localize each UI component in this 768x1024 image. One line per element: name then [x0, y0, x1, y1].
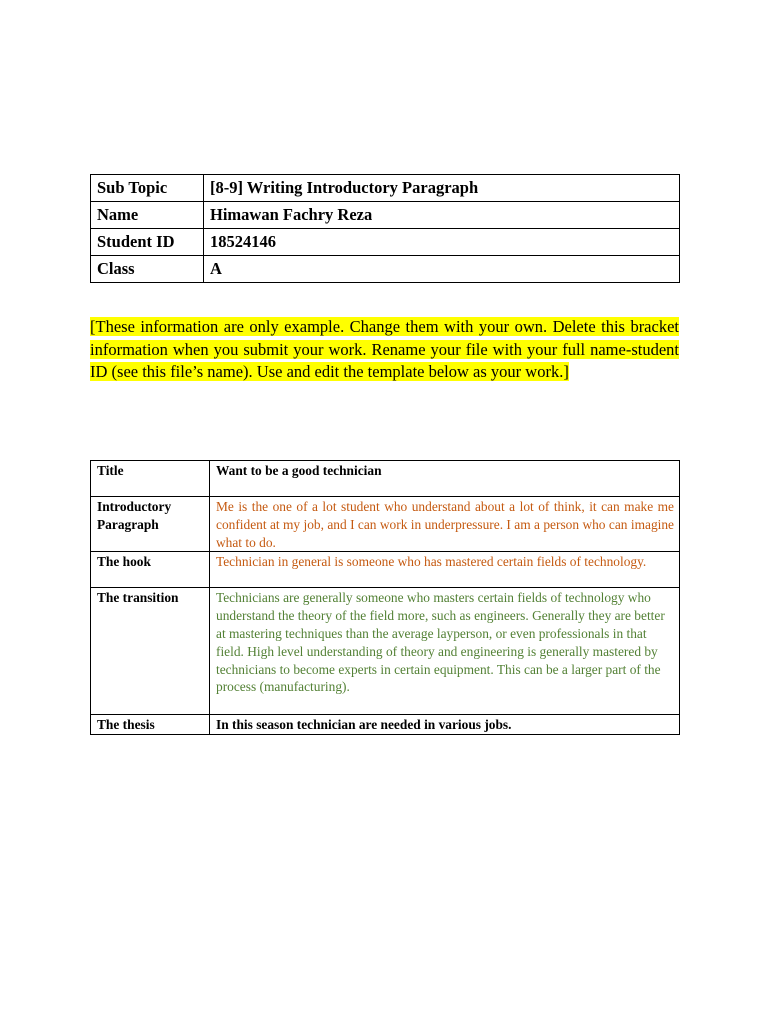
title-label: Title: [91, 461, 210, 497]
thesis-row: [91, 715, 680, 735]
student-id-row: [91, 229, 680, 256]
sub-topic-label: Sub Topic: [91, 175, 204, 202]
sub-topic-value: [8-9] Writing Introductory Paragraph: [204, 175, 680, 202]
name-value: Himawan Fachry Reza: [204, 202, 680, 229]
student-id-label: Student ID: [91, 229, 204, 256]
introductory-label: Introductory Paragraph: [91, 497, 210, 552]
introductory-value: Me is the one of a lot student who understand about a lot of think, it can make me confident at my job, and I can work in underpressure. I am a person who can imagine what to do.: [210, 497, 680, 552]
hook-value: Technician in general is someone who has mastered certain fields of technology.: [210, 552, 680, 588]
class-row: [91, 256, 680, 283]
hook-label: The hook: [91, 552, 210, 588]
name-row: [91, 202, 680, 229]
name-label: Name: [91, 202, 204, 229]
thesis-value: In this season technician are needed in various jobs.: [210, 715, 680, 735]
title-value: Want to be a good technician: [210, 461, 680, 497]
student-info-table: [90, 174, 680, 283]
instruction-note-text: [These information are only example. Change them with your own. Delete this bracket information when you submit your work. Rename your file with your full name-student ID (see this file’s name). Use and edit the template below as your work.]: [90, 317, 679, 381]
highlighted-instruction-note: [90, 316, 679, 384]
transition-label: The transition: [91, 588, 210, 715]
sub-topic-row: [91, 175, 680, 202]
class-value: A: [204, 256, 680, 283]
student-id-value: 18524146: [204, 229, 680, 256]
introductory-row: [91, 497, 680, 552]
transition-value: Technicians are generally someone who masters certain fields of technology who understand the theory of the field more, such as engineers. Generally they are better at mastering techniques than the average layperson, or even professionals in that field. High level understanding of theory and engineering is generally mastered by technicians to become experts in certain equipment. This can be a larger part of the process (manufacturing).: [210, 588, 680, 715]
thesis-label: The thesis: [91, 715, 210, 735]
hook-row: [91, 552, 680, 588]
transition-row: [91, 588, 680, 715]
class-label: Class: [91, 256, 204, 283]
title-row: [91, 461, 680, 497]
paragraph-template-table: [90, 460, 680, 735]
